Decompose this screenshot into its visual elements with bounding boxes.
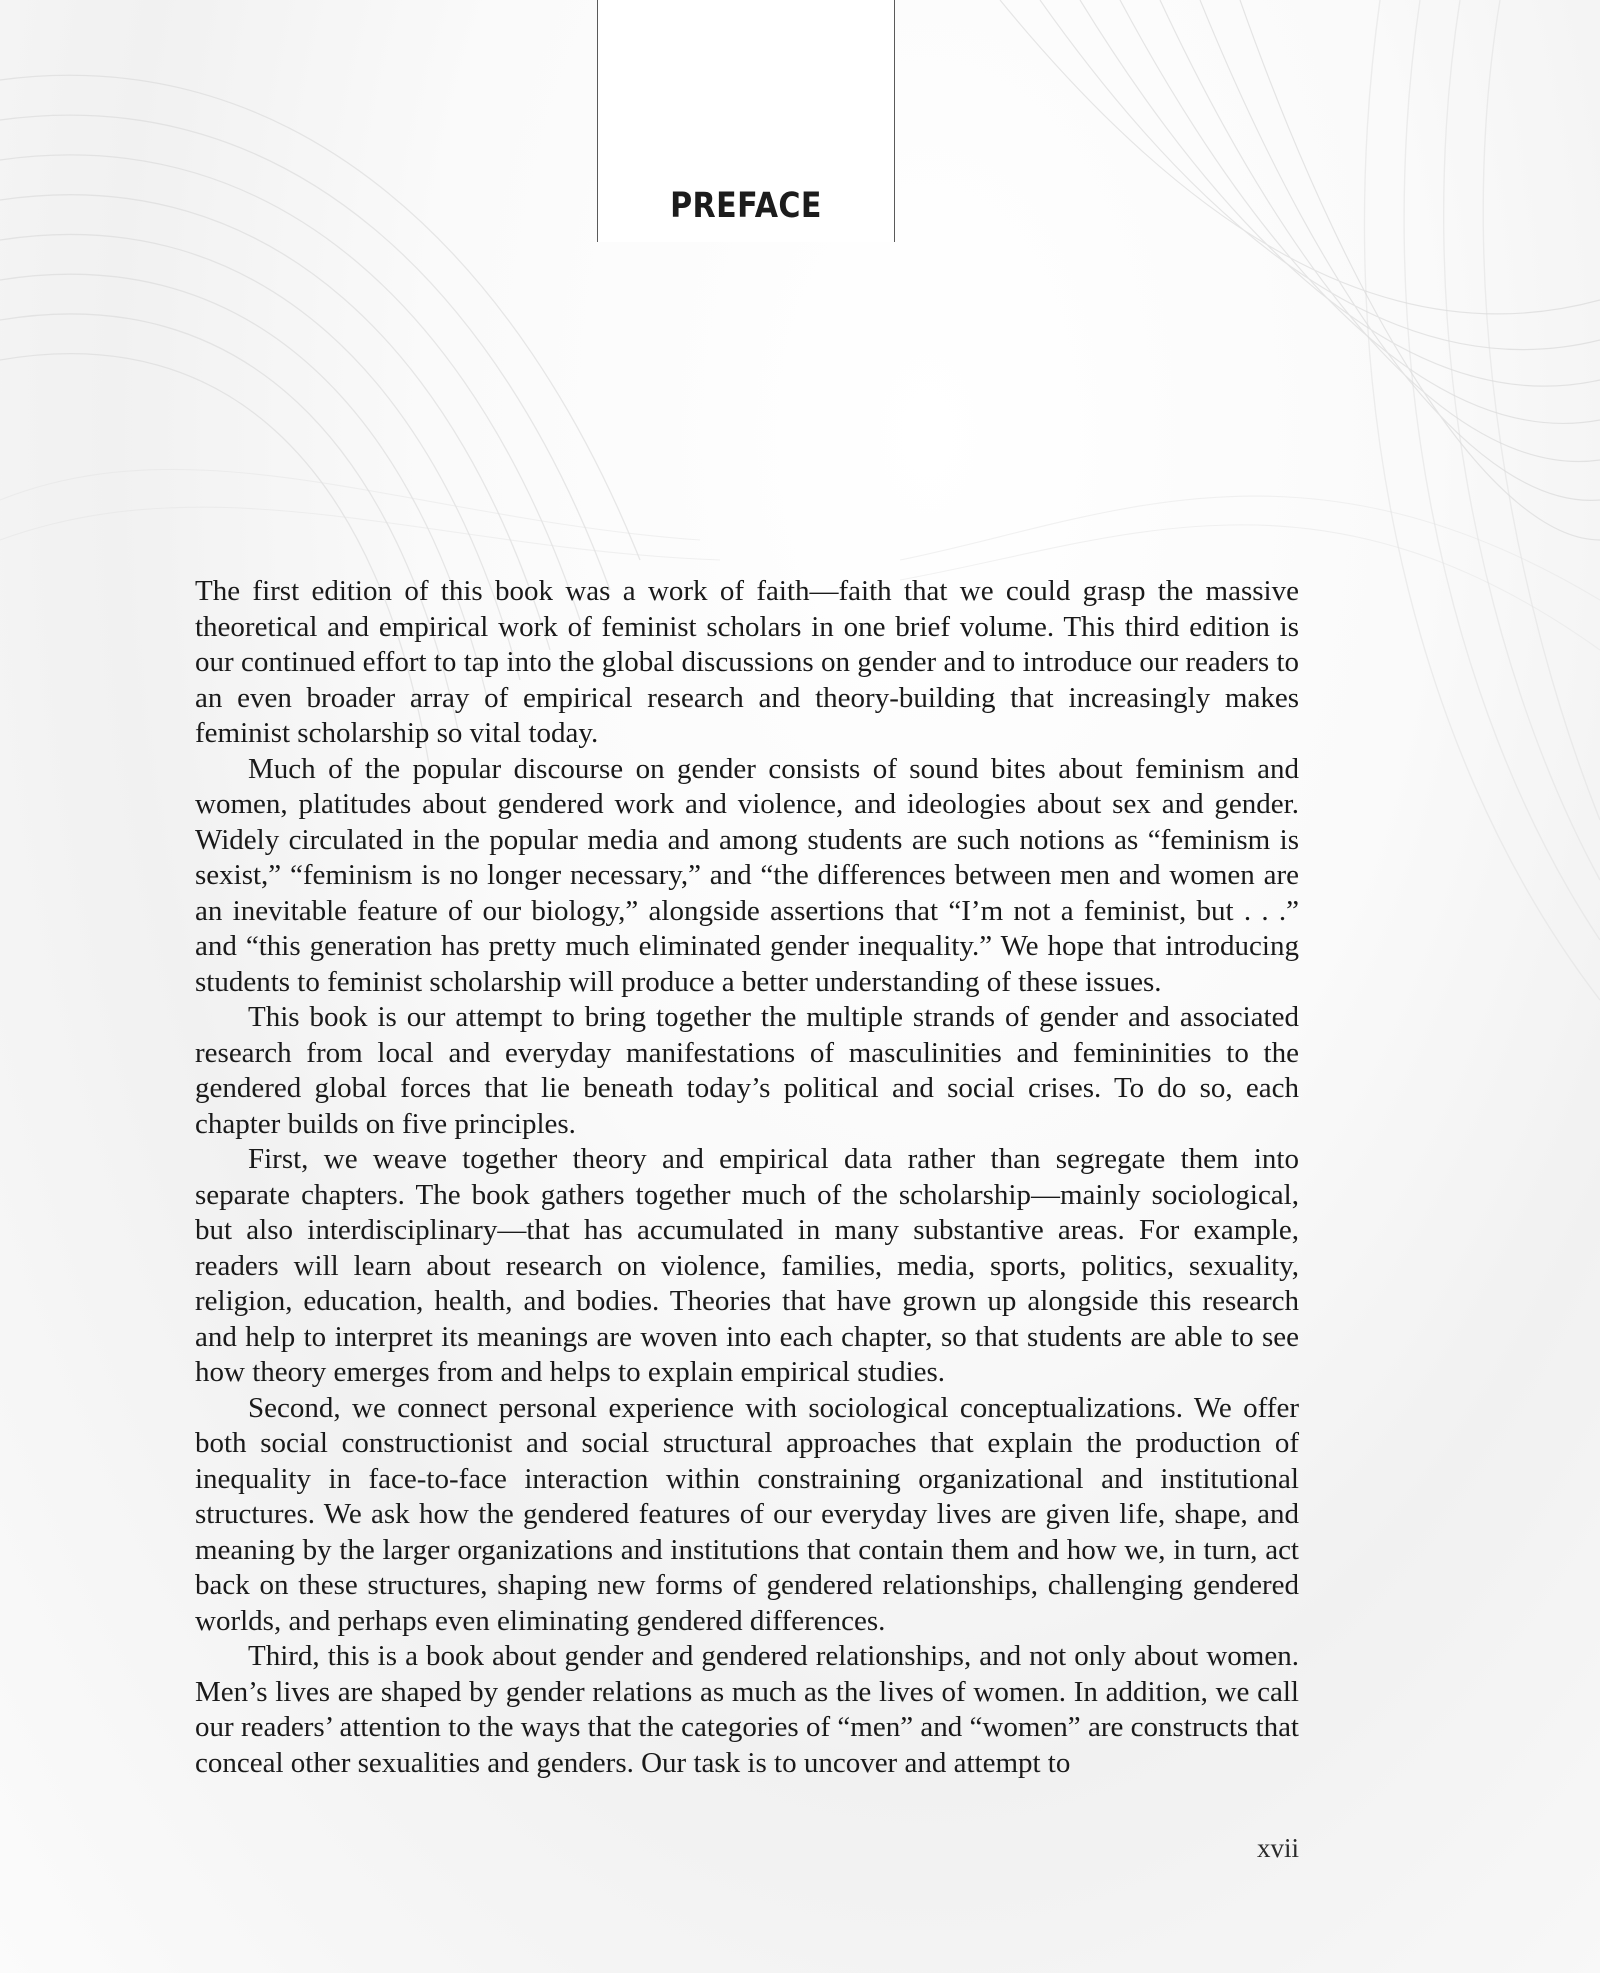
paragraph: This book is our attempt to bring together the multiple strands of gender and associated research from local and everyday manifestations of masculinities and femininities to the gendered global forces that lie beneath today’s political and social crises. To do so, each chapter builds on five principles. (195, 1001, 1299, 1140)
body-text (195, 574, 1299, 1781)
paragraph: First, we weave together theory and empirical data rather than segregate them into separate chapters. The book gathers together much of the scholarship—mainly sociological, but also interdisciplinary—that has accumulated in many substantive areas. For example, readers will learn about research on violence, families, media, sports, politics, sexuality, religion, education, health, and bodies. Theories that have grown up alongside this research and help to interpret its meanings are woven into each chapter, so that students are able to see how theory emerges from and helps to explain empirical studies. (195, 1143, 1299, 1388)
chapter-title: PREFACE (670, 186, 822, 226)
paragraph: Third, this is a book about gender and gendered relationships, and not only about women. Men’s lives are shaped by gender relations as much as the lives of women. In addition, we call our readers’ attention to the ways that the categories of “men” and “women” are constructs that conceal other sexualities and genders. Our task is to uncover and attempt to (195, 1640, 1299, 1779)
paragraph: Much of the popular discourse on gender consists of sound bites about feminism and women, platitudes about gendered work and violence, and ideologies about sex and gender. Widely circulated in the popular media and among students are such notions as “feminism is sexist,” “feminism is no longer necessary,” and “the differences between men and women are an inevitable feature of our biology,” alongside assertions that “I’m not a feminist, but . . .” and “this generation has pretty much eliminated gender inequality.” We hope that introducing students to feminist scholarship will produce a better understanding of these issues. (195, 752, 1299, 998)
page-number: xvii (1256, 1833, 1299, 1863)
paragraph: The first edition of this book was a work of faith—faith that we could grasp the massive theoretical and empirical work of feminist scholars in one brief volume. This third edition is our continued effort to tap into the global discussions on gender and to introduce our readers to an even broader array of empirical research and theory-building that increasingly makes feminist scholarship so vital today. (195, 575, 1299, 749)
chapter-title-box (597, 0, 895, 242)
paragraph: Second, we connect personal experience with sociological conceptualizations. We offer both social constructionist and social structural approaches that explain the production of inequality in face-to-face interaction within constraining organizational and institutional structures. We ask how the gendered features of our everyday lives are given life, shape, and meaning by the larger organizations and institutions that contain them and how we, in turn, act back on these structures, shaping new forms of gendered relationships, challenging gendered worlds, and perhaps even eliminating gendered differences. (195, 1391, 1299, 1637)
